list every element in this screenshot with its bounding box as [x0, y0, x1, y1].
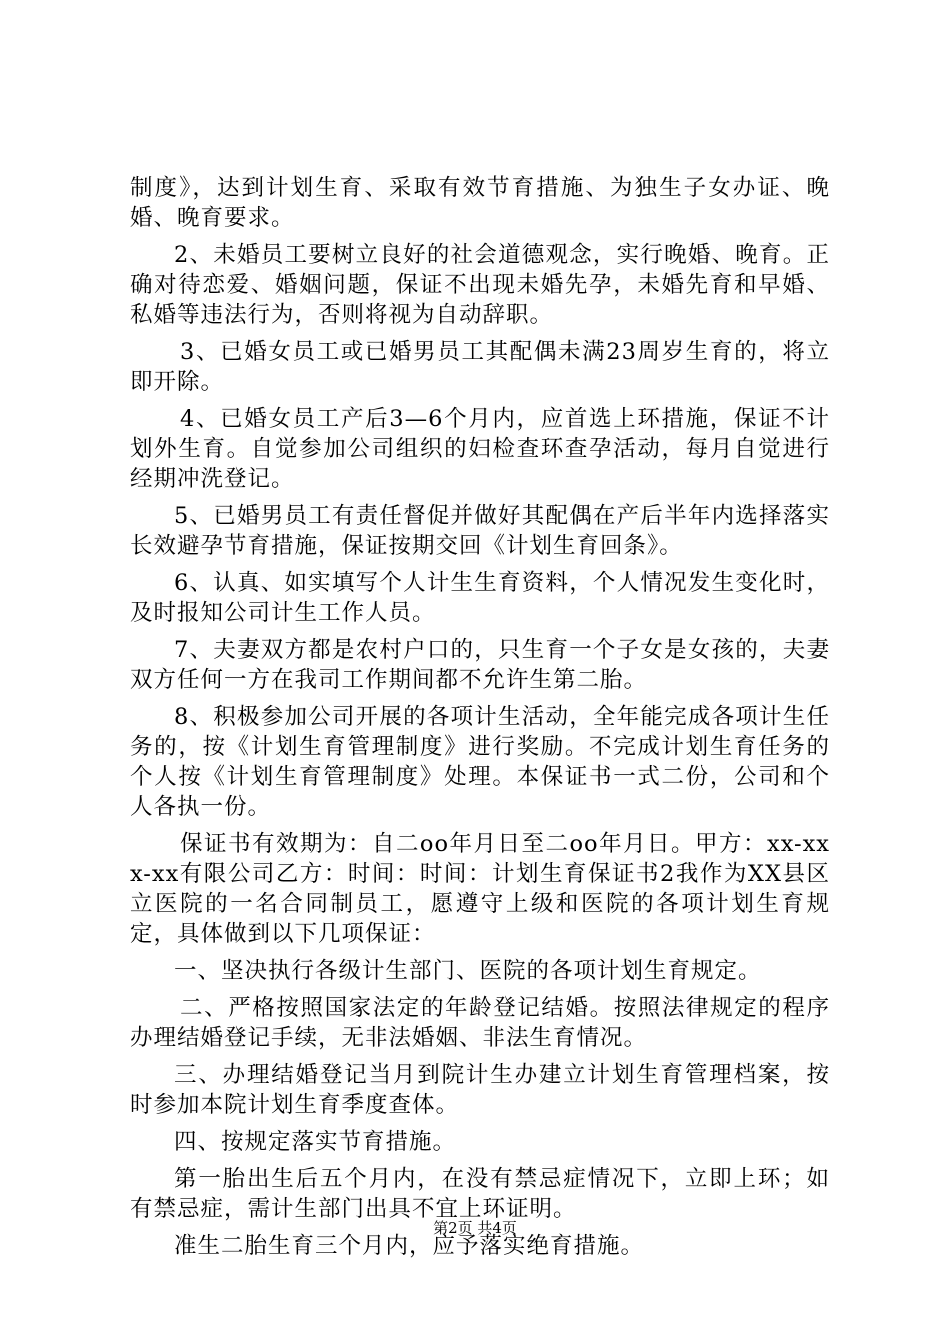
paragraph-11: 二、严格按照国家法定的年龄登记结婚。按照法律规定的程序办理结婚登记手续，无非法婚姻、非法生育情况。 [130, 995, 830, 1051]
paragraph-1: 制度》，达到计划生育、采取有效节育措施、为独生子女办证、晚婚、晚育要求。 [130, 175, 830, 231]
paragraph-6: 6、认真、如实填写个人计生生育资料，个人情况发生变化时，及时报知公司计生工作人员。 [130, 570, 830, 626]
paragraph-8: 8、积极参加公司开展的各项计生活动，全年能完成各项计生任务的，按《计划生育管理制度》进行奖励。不完成计划生育任务的个人按《计划生育管理制度》处理。本保证书一式二份，公司和个人各执一份。 [130, 704, 830, 820]
page-number: 第2页 共4页 [433, 1219, 517, 1237]
paragraph-9: 保证书有效期为：自二oo年月日至二oo年月日。甲方：xx-xxx-xx有限公司乙方：时间：时间：计划生育保证书2我作为XX县区立医院的一名合同制员工，愿遵守上级和医院的各项计划生育规定，具体做到以下几项保证： [130, 831, 830, 947]
paragraph-2: 2、未婚员工要树立良好的社会道德观念，实行晚婚、晚育。正确对待恋爱、婚姻问题，保证不出现未婚先孕，未婚先育和早婚、私婚等违法行为，否则将视为自动辞职。 [130, 242, 830, 328]
paragraph-12: 三、办理结婚登记当月到院计生办建立计划生育管理档案，按时参加本院计划生育季度查体。 [130, 1062, 830, 1118]
paragraph-13: 四、按规定落实节育措施。 [174, 1129, 457, 1155]
paragraph-4: 4、已婚女员工产后3—6个月内，应首选上环措施，保证不计划外生育。自觉参加公司组织的妇检查环查孕活动，每月自觉进行经期冲洗登记。 [130, 406, 830, 492]
paragraph-3: 3、已婚女员工或已婚男员工其配偶未满23周岁生育的，将立即开除。 [130, 339, 830, 395]
paragraph-14: 第一胎出生后五个月内，在没有禁忌症情况下，立即上环；如有禁忌症，需计生部门出具不宜上环证明。 [130, 1166, 830, 1222]
paragraph-7: 7、夫妻双方都是农村户口的，只生育一个子女是女孩的，夫妻双方任何一方在我司工作期间都不允许生第二胎。 [130, 637, 830, 693]
paragraph-10: 一、坚决执行各级计生部门、医院的各项计划生育规定。 [174, 958, 762, 984]
document-body [130, 173, 830, 1268]
paragraph-15: 准生二胎生育三个月内，应予落实绝育措施。 [174, 1233, 645, 1259]
paragraph-5: 5、已婚男员工有责任督促并做好其配偶在产后半年内选择落实长效避孕节育措施，保证按期交回《计划生育回条》。 [130, 503, 830, 559]
